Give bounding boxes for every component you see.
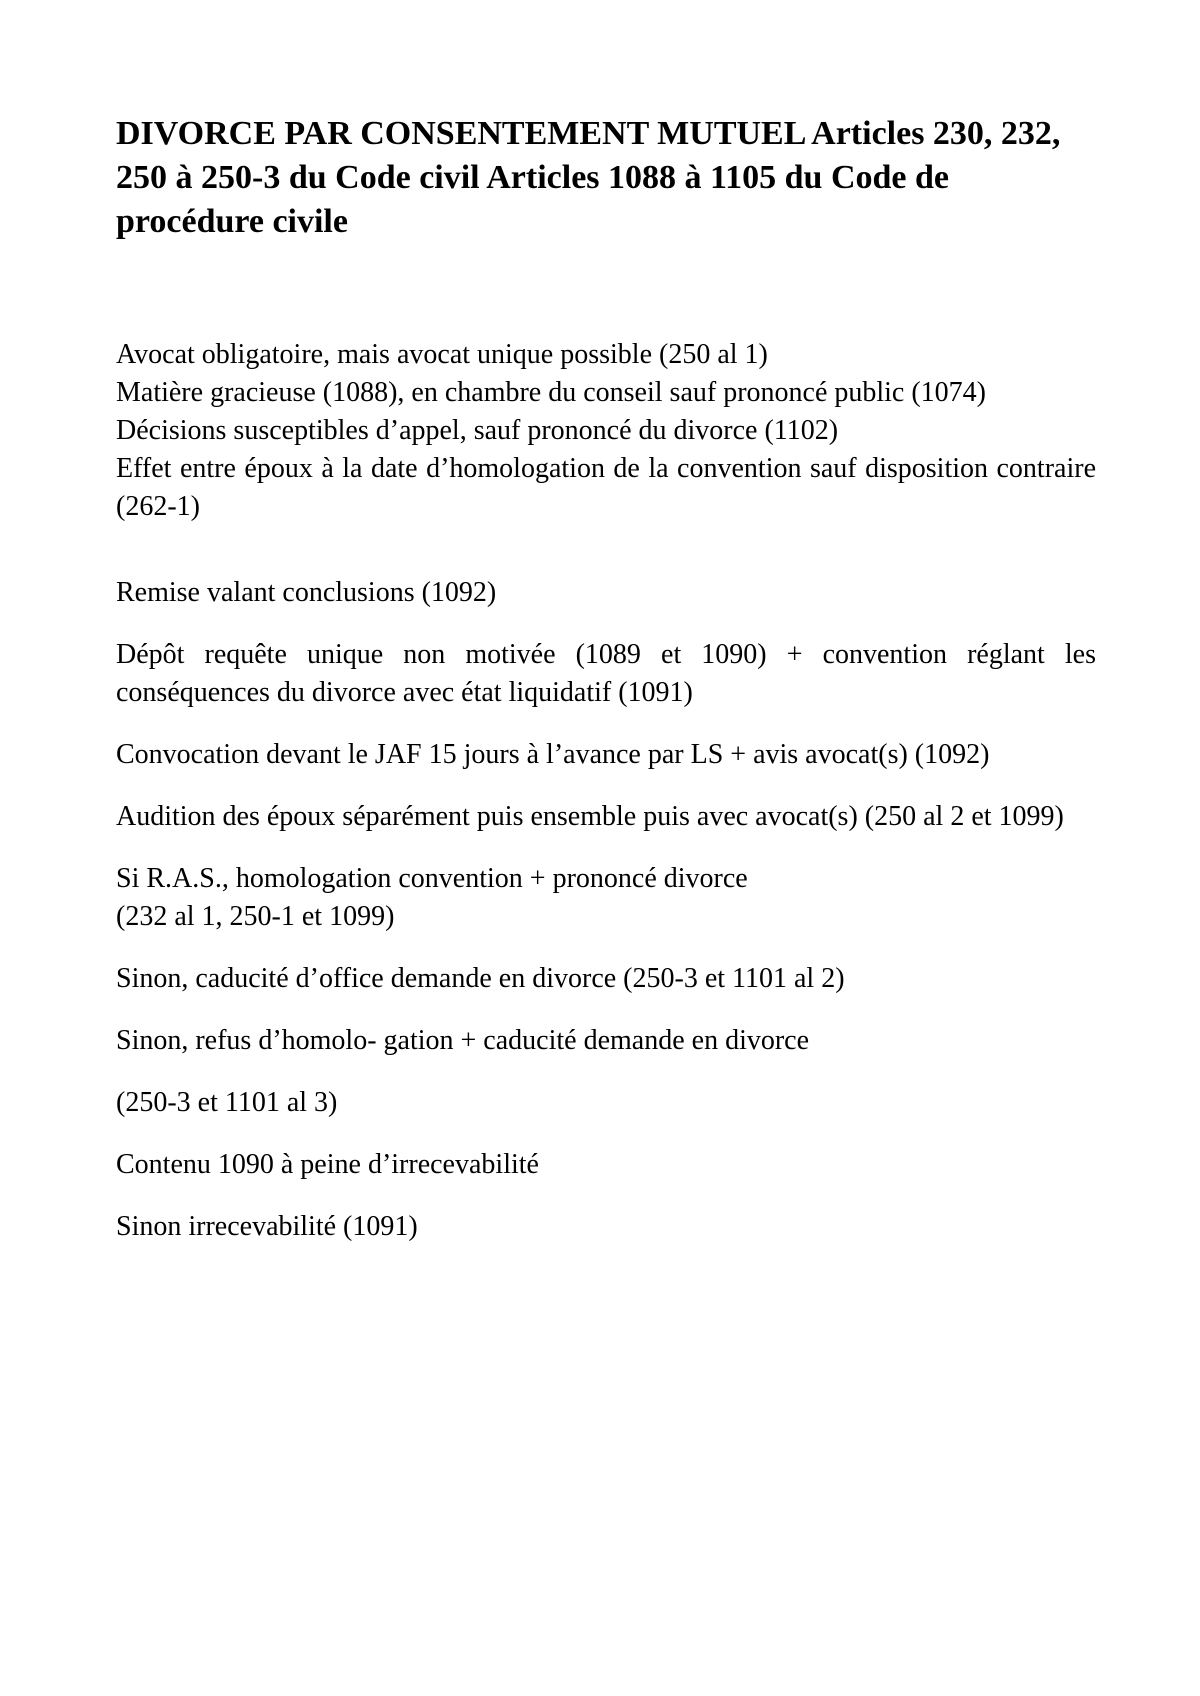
step-paragraph: Convocation devant le JAF 15 jours à l’avance par LS + avis avocat(s) (1092) (116, 739, 990, 770)
step-paragraph: (250-3 et 1101 al 3) (116, 1087, 338, 1118)
step-paragraph: Contenu 1090 à peine d’irrecevabilité (116, 1149, 539, 1180)
intro-block (116, 336, 1096, 526)
procedure-steps (116, 574, 1096, 1246)
step-paragraph: Sinon irrecevabilité (1091) (116, 1211, 418, 1242)
intro-line: Avocat obligatoire, mais avocat unique possible (250 al 1) (116, 339, 768, 370)
document-page (116, 112, 1096, 1270)
step-line: (232 al 1, 250-1 et 1099) (116, 901, 395, 932)
step-paragraph: Sinon, refus d’homolo- gation + caducité demande en divorce (116, 1025, 810, 1056)
intro-line: Effet entre époux à la date d’homologation de la convention sauf disposition contraire (262-1) (116, 453, 1096, 522)
step-line: Si R.A.S., homologation convention + prononcé divorce (116, 863, 748, 894)
step-paragraph: Remise valant conclusions (1092) (116, 577, 497, 608)
step-paragraph: Dépôt requête unique non motivée (1089 et 1090) + convention réglant les conséquences du divorce avec état liquidatif (1091) (116, 639, 1096, 708)
document-title: DIVORCE PAR CONSENTEMENT MUTUEL Articles 230, 232, 250 à 250-3 du Code civil Articles 1088 à 1105 du Code de procédure civile (116, 115, 1061, 240)
intro-line: Matière gracieuse (1088), en chambre du conseil sauf prononcé public (1074) (116, 377, 987, 408)
intro-line: Décisions susceptibles d’appel, sauf prononcé du divorce (1102) (116, 415, 839, 446)
step-paragraph: Audition des époux séparément puis ensemble puis avec avocat(s) (250 al 2 et 1099) (116, 801, 1064, 832)
step-paragraph: Sinon, caducité d’office demande en divorce (250-3 et 1101 al 2) (116, 963, 845, 994)
step-paragraph (116, 860, 1096, 936)
